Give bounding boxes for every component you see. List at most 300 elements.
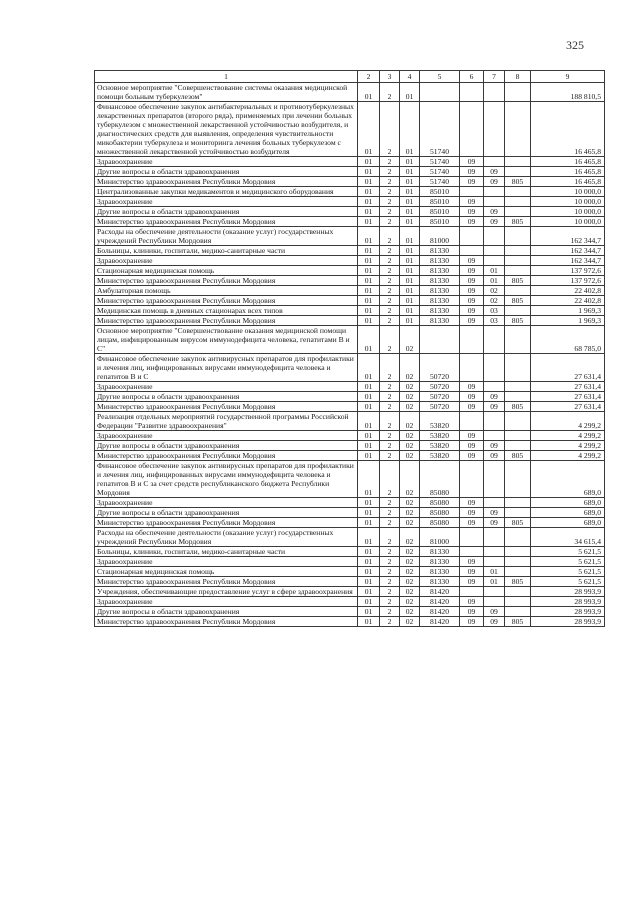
row-code-5-cell: 85010 <box>420 207 460 217</box>
row-code-2-cell: 01 <box>358 276 380 286</box>
row-code-4-cell: 02 <box>400 597 420 607</box>
row-code-6-cell: 09 <box>460 392 484 402</box>
row-amount-cell: 22 402,8 <box>531 296 605 306</box>
row-name-cell: Министерство здравоохранения Республики Мордовия <box>95 177 358 187</box>
row-code-6-cell: 09 <box>460 577 484 587</box>
row-code-7-cell <box>484 587 505 597</box>
row-code-5-cell: 81330 <box>420 557 460 567</box>
row-code-6-cell: 09 <box>460 402 484 412</box>
row-code-4-cell: 02 <box>400 451 420 461</box>
row-code-5-cell <box>420 83 460 102</box>
row-code-8-cell: 805 <box>505 402 531 412</box>
row-code-8-cell <box>505 557 531 567</box>
table-row <box>95 102 605 157</box>
row-code-4-cell: 01 <box>400 246 420 256</box>
row-code-8-cell <box>505 547 531 557</box>
row-code-5-cell: 81330 <box>420 577 460 587</box>
row-code-8-cell: 805 <box>505 276 531 286</box>
row-code-8-cell: 805 <box>505 617 531 627</box>
row-code-4-cell: 01 <box>400 187 420 197</box>
row-code-3-cell: 2 <box>380 412 400 431</box>
row-code-5-cell: 81330 <box>420 246 460 256</box>
row-name-cell: Другие вопросы в области здравоохранения <box>95 392 358 402</box>
row-code-3-cell: 2 <box>380 167 400 177</box>
col-header-2: 2 <box>358 71 380 83</box>
row-name-cell: Другие вопросы в области здравоохранения <box>95 441 358 451</box>
row-code-7-cell: 02 <box>484 286 505 296</box>
row-code-4-cell: 01 <box>400 296 420 306</box>
row-amount-cell: 10 000,0 <box>531 187 605 197</box>
row-code-3-cell: 2 <box>380 354 400 382</box>
table-row <box>95 577 605 587</box>
row-name-cell: Министерство здравоохранения Республики Мордовия <box>95 217 358 227</box>
row-code-3-cell: 2 <box>380 266 400 276</box>
row-code-2-cell: 01 <box>358 382 380 392</box>
row-name-cell: Стационарная медицинская помощь <box>95 567 358 577</box>
table-row <box>95 256 605 266</box>
row-amount-cell: 5 621,5 <box>531 557 605 567</box>
row-code-6-cell: 09 <box>460 567 484 577</box>
row-name-cell: Амбулаторная помощь <box>95 286 358 296</box>
row-amount-cell: 4 299,2 <box>531 441 605 451</box>
row-code-4-cell: 01 <box>400 266 420 276</box>
row-code-5-cell: 81000 <box>420 227 460 246</box>
row-code-5-cell: 81330 <box>420 316 460 326</box>
row-code-4-cell: 02 <box>400 587 420 597</box>
table-row <box>95 187 605 197</box>
row-code-6-cell <box>460 354 484 382</box>
table-row <box>95 461 605 498</box>
row-code-7-cell: 01 <box>484 276 505 286</box>
row-name-cell: Министерство здравоохранения Республики Мордовия <box>95 577 358 587</box>
table-row <box>95 382 605 392</box>
row-code-8-cell <box>505 227 531 246</box>
row-amount-cell: 28 993,9 <box>531 597 605 607</box>
row-code-7-cell: 03 <box>484 306 505 316</box>
row-code-2-cell: 01 <box>358 354 380 382</box>
row-amount-cell: 689,0 <box>531 518 605 528</box>
row-code-8-cell <box>505 412 531 431</box>
row-amount-cell: 10 000,0 <box>531 217 605 227</box>
row-code-5-cell: 81330 <box>420 266 460 276</box>
row-code-6-cell <box>460 326 484 354</box>
row-name-cell: Другие вопросы в области здравоохранения <box>95 207 358 217</box>
table-row <box>95 167 605 177</box>
row-code-7-cell: 03 <box>484 316 505 326</box>
row-code-7-cell <box>484 256 505 266</box>
header-row <box>95 71 605 83</box>
col-header-7: 7 <box>484 71 505 83</box>
row-code-3-cell: 2 <box>380 207 400 217</box>
row-name-cell: Другие вопросы в области здравоохранения <box>95 167 358 177</box>
row-code-7-cell: 09 <box>484 402 505 412</box>
row-amount-cell: 4 299,2 <box>531 451 605 461</box>
table-row <box>95 557 605 567</box>
row-code-5-cell: 53820 <box>420 412 460 431</box>
row-name-cell: Здравоохранение <box>95 256 358 266</box>
row-code-4-cell: 01 <box>400 177 420 187</box>
row-code-2-cell: 01 <box>358 246 380 256</box>
row-code-2-cell: 01 <box>358 286 380 296</box>
row-name-cell: Финансовое обеспечение закупок антибактериальных и противотуберкулезных лекарственных препаратов (второго ряда), применяемых при лечении больных туберкулезом с множественной лекарственной устойчивостью возбудителя, и диагностических средств для выявления, определения чувствительности микобактерии туберкулеза и мониторинга лечения больных туберкулезом с множественной лекарственной устойчивостью возбудителя <box>95 102 358 157</box>
table-row <box>95 177 605 187</box>
row-code-2-cell: 01 <box>358 187 380 197</box>
row-code-6-cell <box>460 246 484 256</box>
row-code-7-cell: 09 <box>484 607 505 617</box>
row-code-6-cell <box>460 412 484 431</box>
row-code-8-cell <box>505 567 531 577</box>
row-amount-cell: 28 993,9 <box>531 617 605 627</box>
row-code-7-cell: 09 <box>484 217 505 227</box>
row-code-2-cell: 01 <box>358 266 380 276</box>
row-code-5-cell: 85080 <box>420 461 460 498</box>
table-header <box>95 71 605 83</box>
row-code-5-cell: 53820 <box>420 431 460 441</box>
table-row <box>95 587 605 597</box>
row-code-6-cell: 09 <box>460 207 484 217</box>
row-code-7-cell: 09 <box>484 508 505 518</box>
row-code-6-cell: 09 <box>460 508 484 518</box>
row-code-5-cell: 50720 <box>420 392 460 402</box>
row-code-8-cell: 805 <box>505 518 531 528</box>
row-code-5-cell: 81420 <box>420 617 460 627</box>
row-code-8-cell: 805 <box>505 316 531 326</box>
row-code-4-cell: 02 <box>400 528 420 547</box>
row-code-4-cell: 02 <box>400 508 420 518</box>
row-code-8-cell <box>505 256 531 266</box>
row-code-2-cell: 01 <box>358 157 380 167</box>
row-name-cell: Министерство здравоохранения Республики Мордовия <box>95 402 358 412</box>
table-row <box>95 547 605 557</box>
col-header-3: 3 <box>380 71 400 83</box>
row-code-6-cell: 09 <box>460 382 484 392</box>
row-code-8-cell <box>505 102 531 157</box>
row-name-cell: Основное мероприятие "Совершенствование системы оказания медицинской помощи больным туберкулезом" <box>95 83 358 102</box>
row-name-cell: Централизованные закупки медикаментов и медицинского оборудования <box>95 187 358 197</box>
col-header-6: 6 <box>460 71 484 83</box>
table-row <box>95 402 605 412</box>
row-code-4-cell: 02 <box>400 412 420 431</box>
table-row <box>95 392 605 402</box>
row-code-5-cell <box>420 326 460 354</box>
row-name-cell: Расходы на обеспечение деятельности (оказание услуг) государственных учреждений Республики Мордовия <box>95 227 358 246</box>
row-code-6-cell: 09 <box>460 197 484 207</box>
row-code-3-cell: 2 <box>380 326 400 354</box>
row-code-8-cell <box>505 266 531 276</box>
row-code-2-cell: 01 <box>358 412 380 431</box>
table-row <box>95 498 605 508</box>
table-body <box>95 83 605 627</box>
row-code-2-cell: 01 <box>358 431 380 441</box>
row-code-4-cell: 02 <box>400 498 420 508</box>
row-code-3-cell: 2 <box>380 508 400 518</box>
row-code-4-cell: 01 <box>400 197 420 207</box>
row-code-6-cell: 09 <box>460 306 484 316</box>
table-row <box>95 518 605 528</box>
row-code-8-cell <box>505 382 531 392</box>
row-code-6-cell: 09 <box>460 518 484 528</box>
row-code-5-cell: 81330 <box>420 296 460 306</box>
table-row <box>95 326 605 354</box>
table-row <box>95 617 605 627</box>
row-code-2-cell: 01 <box>358 207 380 217</box>
row-code-8-cell <box>505 83 531 102</box>
row-name-cell: Здравоохранение <box>95 382 358 392</box>
row-amount-cell: 162 344,7 <box>531 246 605 256</box>
row-amount-cell: 5 621,5 <box>531 547 605 557</box>
row-amount-cell: 16 465,8 <box>531 177 605 187</box>
table-row <box>95 528 605 547</box>
row-code-5-cell: 81330 <box>420 306 460 316</box>
row-code-5-cell: 81420 <box>420 607 460 617</box>
row-code-6-cell: 09 <box>460 557 484 567</box>
row-code-3-cell: 2 <box>380 187 400 197</box>
row-code-4-cell: 02 <box>400 567 420 577</box>
row-code-8-cell: 805 <box>505 177 531 187</box>
row-code-7-cell <box>484 227 505 246</box>
row-name-cell: Министерство здравоохранения Республики Мордовия <box>95 276 358 286</box>
row-amount-cell: 16 465,8 <box>531 167 605 177</box>
row-name-cell: Основное мероприятие "Совершенствование оказания медицинской помощи лицам, инфицированным вирусом иммунодефицита человека, гепатитами В и С" <box>95 326 358 354</box>
table-row <box>95 296 605 306</box>
row-name-cell: Финансовое обеспечение закупок антивирусных препаратов для профилактики и лечения лиц, инфицированных вирусами иммунодефицита человека и гепатитов В и С <box>95 354 358 382</box>
row-name-cell: Здравоохранение <box>95 597 358 607</box>
row-code-6-cell: 09 <box>460 256 484 266</box>
row-code-3-cell: 2 <box>380 498 400 508</box>
row-code-7-cell <box>484 528 505 547</box>
row-code-2-cell: 01 <box>358 392 380 402</box>
row-code-6-cell: 09 <box>460 296 484 306</box>
row-code-5-cell: 81330 <box>420 567 460 577</box>
row-code-7-cell: 09 <box>484 177 505 187</box>
row-code-4-cell: 02 <box>400 577 420 587</box>
row-code-8-cell: 805 <box>505 217 531 227</box>
row-amount-cell: 1 969,3 <box>531 306 605 316</box>
row-code-3-cell: 2 <box>380 577 400 587</box>
table-row <box>95 508 605 518</box>
row-code-8-cell <box>505 207 531 217</box>
row-code-7-cell <box>484 498 505 508</box>
row-code-3-cell: 2 <box>380 587 400 597</box>
row-code-6-cell: 09 <box>460 157 484 167</box>
row-code-3-cell: 2 <box>380 286 400 296</box>
col-header-5: 5 <box>420 71 460 83</box>
row-code-7-cell <box>484 102 505 157</box>
row-code-5-cell: 50720 <box>420 402 460 412</box>
row-code-4-cell: 02 <box>400 547 420 557</box>
row-code-5-cell: 85080 <box>420 498 460 508</box>
row-name-cell: Больницы, клиники, госпитали, медико-санитарные части <box>95 246 358 256</box>
row-code-7-cell <box>484 597 505 607</box>
row-code-4-cell: 02 <box>400 354 420 382</box>
row-code-2-cell: 01 <box>358 256 380 266</box>
row-code-7-cell <box>484 547 505 557</box>
row-amount-cell: 4 299,2 <box>531 412 605 431</box>
table-row <box>95 597 605 607</box>
row-code-2-cell: 01 <box>358 518 380 528</box>
table-row <box>95 227 605 246</box>
row-code-3-cell: 2 <box>380 382 400 392</box>
row-code-3-cell: 2 <box>380 557 400 567</box>
table-row <box>95 276 605 286</box>
row-code-6-cell: 09 <box>460 451 484 461</box>
row-code-7-cell <box>484 557 505 567</box>
row-code-7-cell <box>484 431 505 441</box>
row-code-2-cell: 01 <box>358 498 380 508</box>
row-code-5-cell: 85080 <box>420 518 460 528</box>
row-code-3-cell: 2 <box>380 528 400 547</box>
row-code-6-cell <box>460 461 484 498</box>
row-amount-cell: 5 621,5 <box>531 577 605 587</box>
table-row <box>95 567 605 577</box>
row-code-8-cell <box>505 607 531 617</box>
row-code-3-cell: 2 <box>380 256 400 266</box>
row-code-8-cell <box>505 286 531 296</box>
row-code-4-cell: 02 <box>400 617 420 627</box>
row-code-4-cell: 01 <box>400 256 420 266</box>
row-code-5-cell: 85010 <box>420 217 460 227</box>
table-row <box>95 246 605 256</box>
row-name-cell: Министерство здравоохранения Республики Мордовия <box>95 316 358 326</box>
row-amount-cell: 27 631,4 <box>531 382 605 392</box>
row-code-6-cell <box>460 528 484 547</box>
row-code-5-cell: 85010 <box>420 187 460 197</box>
row-name-cell: Министерство здравоохранения Республики Мордовия <box>95 518 358 528</box>
row-code-7-cell <box>484 461 505 498</box>
row-code-7-cell: 09 <box>484 207 505 217</box>
row-code-8-cell <box>505 587 531 597</box>
row-code-3-cell: 2 <box>380 276 400 286</box>
row-code-3-cell: 2 <box>380 431 400 441</box>
row-code-2-cell: 01 <box>358 567 380 577</box>
table-row <box>95 266 605 276</box>
row-name-cell: Здравоохранение <box>95 498 358 508</box>
row-amount-cell: 5 621,5 <box>531 567 605 577</box>
row-code-2-cell: 01 <box>358 451 380 461</box>
table-row <box>95 286 605 296</box>
row-code-8-cell <box>505 157 531 167</box>
row-code-6-cell <box>460 547 484 557</box>
row-code-6-cell: 09 <box>460 597 484 607</box>
row-code-8-cell <box>505 167 531 177</box>
row-code-7-cell: 01 <box>484 567 505 577</box>
row-name-cell: Больницы, клиники, госпитали, медико-санитарные части <box>95 547 358 557</box>
row-code-4-cell: 02 <box>400 402 420 412</box>
row-code-2-cell: 01 <box>358 461 380 498</box>
row-code-8-cell <box>505 354 531 382</box>
table-row <box>95 441 605 451</box>
row-code-4-cell: 02 <box>400 461 420 498</box>
row-amount-cell: 68 785,0 <box>531 326 605 354</box>
row-code-2-cell: 01 <box>358 217 380 227</box>
row-amount-cell: 689,0 <box>531 508 605 518</box>
row-code-6-cell: 09 <box>460 286 484 296</box>
row-amount-cell: 689,0 <box>531 461 605 498</box>
row-code-4-cell: 01 <box>400 306 420 316</box>
row-code-3-cell: 2 <box>380 518 400 528</box>
row-code-6-cell: 09 <box>460 498 484 508</box>
table-row <box>95 207 605 217</box>
row-amount-cell: 137 972,6 <box>531 266 605 276</box>
row-code-5-cell: 81420 <box>420 587 460 597</box>
row-code-7-cell <box>484 157 505 167</box>
row-code-7-cell: 09 <box>484 451 505 461</box>
row-code-7-cell <box>484 246 505 256</box>
budget-table <box>94 70 605 627</box>
row-name-cell: Расходы на обеспечение деятельности (оказание услуг) государственных учреждений Республики Мордовия <box>95 528 358 547</box>
row-amount-cell: 162 344,7 <box>531 256 605 266</box>
row-code-8-cell: 805 <box>505 296 531 306</box>
row-name-cell: Учреждения, обеспечивающие предоставление услуг в сфере здравоохранения <box>95 587 358 597</box>
row-code-5-cell: 81000 <box>420 528 460 547</box>
row-code-3-cell: 2 <box>380 177 400 187</box>
row-code-6-cell: 09 <box>460 607 484 617</box>
row-code-8-cell: 805 <box>505 577 531 587</box>
row-amount-cell: 27 631,4 <box>531 402 605 412</box>
row-code-4-cell: 02 <box>400 431 420 441</box>
table-row <box>95 217 605 227</box>
row-amount-cell: 16 465,8 <box>531 157 605 167</box>
row-code-2-cell: 01 <box>358 296 380 306</box>
row-code-7-cell: 09 <box>484 441 505 451</box>
row-code-4-cell: 01 <box>400 227 420 246</box>
row-code-3-cell: 2 <box>380 83 400 102</box>
row-code-3-cell: 2 <box>380 392 400 402</box>
row-code-2-cell: 01 <box>358 547 380 557</box>
row-code-4-cell: 02 <box>400 326 420 354</box>
row-code-4-cell: 02 <box>400 392 420 402</box>
row-amount-cell: 162 344,7 <box>531 227 605 246</box>
row-code-4-cell: 01 <box>400 157 420 167</box>
row-code-8-cell <box>505 246 531 256</box>
row-code-8-cell <box>505 306 531 316</box>
row-code-4-cell: 01 <box>400 207 420 217</box>
row-code-5-cell: 51740 <box>420 157 460 167</box>
row-code-3-cell: 2 <box>380 461 400 498</box>
row-code-2-cell: 01 <box>358 617 380 627</box>
table-row <box>95 431 605 441</box>
row-code-5-cell: 51740 <box>420 167 460 177</box>
row-code-4-cell: 01 <box>400 286 420 296</box>
row-code-3-cell: 2 <box>380 402 400 412</box>
row-code-6-cell <box>460 83 484 102</box>
col-header-9: 9 <box>531 71 605 83</box>
row-code-6-cell: 09 <box>460 441 484 451</box>
row-code-2-cell: 01 <box>358 316 380 326</box>
row-code-2-cell: 01 <box>358 177 380 187</box>
row-amount-cell: 27 631,4 <box>531 354 605 382</box>
row-name-cell: Здравоохранение <box>95 557 358 567</box>
row-amount-cell: 16 465,8 <box>531 102 605 157</box>
row-name-cell: Другие вопросы в области здравоохранения <box>95 607 358 617</box>
col-header-8: 8 <box>505 71 531 83</box>
row-code-6-cell: 09 <box>460 431 484 441</box>
col-header-4: 4 <box>400 71 420 83</box>
row-code-3-cell: 2 <box>380 197 400 207</box>
row-code-2-cell: 01 <box>358 102 380 157</box>
row-code-8-cell <box>505 197 531 207</box>
row-code-3-cell: 2 <box>380 227 400 246</box>
row-code-5-cell: 51740 <box>420 102 460 157</box>
row-code-2-cell: 01 <box>358 587 380 597</box>
row-code-3-cell: 2 <box>380 296 400 306</box>
row-code-2-cell: 01 <box>358 402 380 412</box>
table-row <box>95 316 605 326</box>
row-code-6-cell: 09 <box>460 217 484 227</box>
row-code-4-cell: 02 <box>400 382 420 392</box>
row-code-3-cell: 2 <box>380 567 400 577</box>
row-code-7-cell <box>484 83 505 102</box>
